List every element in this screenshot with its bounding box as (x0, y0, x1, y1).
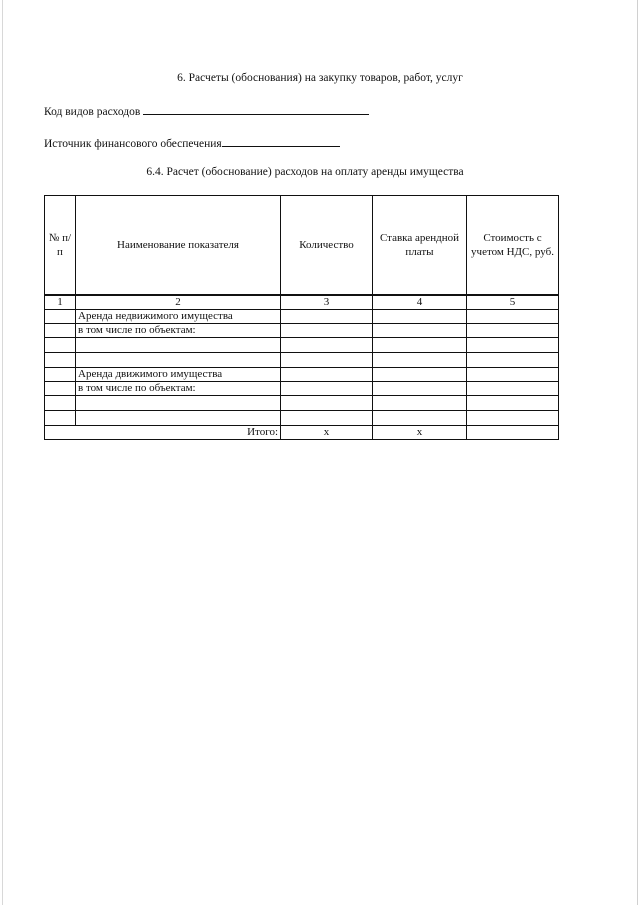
table-cell[interactable] (467, 338, 559, 353)
table-row (45, 382, 559, 396)
table-cell[interactable] (467, 324, 559, 338)
table-row (45, 338, 559, 353)
table-cell[interactable] (76, 411, 281, 426)
table-cell[interactable]: в том числе по объектам: (76, 382, 281, 396)
table-cell[interactable] (45, 411, 76, 426)
header-cell: Наименование показателя (76, 196, 281, 296)
header-cell: Стоимость с учетом НДС, руб. (467, 196, 559, 296)
expense-code-blank[interactable] (143, 104, 369, 115)
expense-code-field (44, 104, 369, 118)
funding-source-field (44, 136, 340, 150)
page-edge (2, 0, 3, 905)
table-row (45, 396, 559, 411)
table-row (45, 324, 559, 338)
table-cell[interactable] (45, 396, 76, 411)
table-row (45, 353, 559, 368)
page-edge (637, 0, 638, 905)
total-row (45, 426, 559, 440)
table-cell[interactable] (373, 310, 467, 324)
header-cell: Ставка арендной платы (373, 196, 467, 296)
total-cost[interactable] (467, 426, 559, 440)
column-number: 3 (281, 295, 373, 310)
expense-code-label: Код видов расходов (44, 106, 141, 118)
table-cell[interactable]: Аренда недвижимого имущества (76, 310, 281, 324)
column-number: 5 (467, 295, 559, 310)
table-cell[interactable] (373, 368, 467, 382)
column-number-row (45, 295, 559, 310)
table-cell[interactable] (373, 353, 467, 368)
table-cell[interactable] (373, 411, 467, 426)
total-label: Итого: (45, 426, 281, 440)
table-cell[interactable] (281, 324, 373, 338)
table-cell[interactable] (281, 368, 373, 382)
table-cell[interactable] (281, 396, 373, 411)
header-cell: Количество (281, 196, 373, 296)
table-cell[interactable] (45, 310, 76, 324)
table-cell[interactable] (45, 324, 76, 338)
table-cell[interactable] (467, 382, 559, 396)
table-cell[interactable] (467, 411, 559, 426)
subsection-title: 6.4. Расчет (обоснование) расходов на оплату аренды имущества (146, 166, 464, 178)
table-cell[interactable] (281, 411, 373, 426)
column-number: 1 (45, 295, 76, 310)
table-cell[interactable] (373, 338, 467, 353)
header-cell: № п/п (45, 196, 76, 296)
table-cell[interactable]: Аренда движимого имущества (76, 368, 281, 382)
table-cell[interactable] (45, 368, 76, 382)
table-cell[interactable] (45, 353, 76, 368)
total-rate: x (373, 426, 467, 440)
section-title: 6. Расчеты (обоснования) на закупку товаров, работ, услуг (177, 72, 463, 84)
table-cell[interactable] (373, 382, 467, 396)
table-cell[interactable] (467, 310, 559, 324)
column-number: 2 (76, 295, 281, 310)
table-cell[interactable] (76, 338, 281, 353)
table-cell[interactable] (76, 353, 281, 368)
table-cell[interactable] (373, 396, 467, 411)
table-header-row (45, 196, 559, 296)
table-row (45, 310, 559, 324)
table-cell[interactable] (467, 396, 559, 411)
table-row (45, 368, 559, 382)
table-cell[interactable] (281, 338, 373, 353)
table-cell[interactable] (45, 382, 76, 396)
rent-calculation-table (44, 195, 559, 440)
table-cell[interactable]: в том числе по объектам: (76, 324, 281, 338)
table-cell[interactable] (76, 396, 281, 411)
table-cell[interactable] (467, 353, 559, 368)
table-cell[interactable] (467, 368, 559, 382)
total-quantity: x (281, 426, 373, 440)
table-row (45, 411, 559, 426)
table-cell[interactable] (281, 382, 373, 396)
column-number: 4 (373, 295, 467, 310)
table-cell[interactable] (45, 338, 76, 353)
table-cell[interactable] (373, 324, 467, 338)
funding-source-label: Источник финансового обеспечения (44, 138, 222, 150)
funding-source-blank[interactable] (222, 136, 340, 147)
table-cell[interactable] (281, 353, 373, 368)
table-cell[interactable] (281, 310, 373, 324)
